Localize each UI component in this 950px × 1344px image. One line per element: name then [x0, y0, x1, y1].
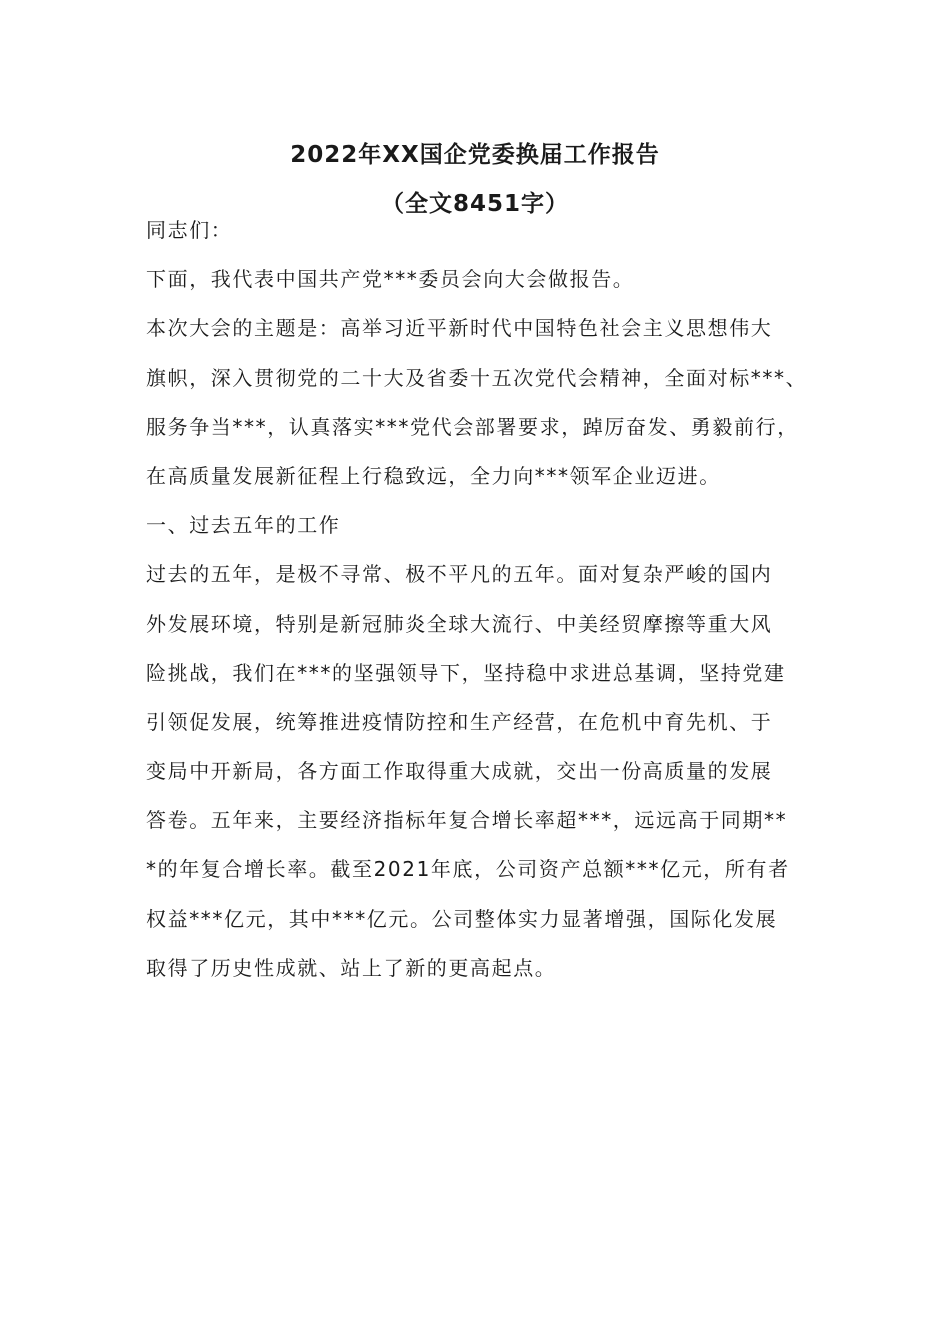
paragraph-line: 过去的五年，是极不寻常、极不平凡的五年。面对复杂严峻的国内 [146, 562, 773, 587]
salutation-line: 同志们： [146, 218, 233, 242]
paragraph-line: 服务争当***，认真落实***党代会部署要求，踔厉奋发、勇毅前行， [146, 414, 799, 439]
paragraph-line: *的年复合增长率。截至2021年底，公司资产总额***亿元，所有者 [146, 857, 790, 882]
document-subtitle: （全文8451字） [380, 191, 569, 217]
paragraph-line: 本次大会的主题是：高举习近平新时代中国特色社会主义思想伟大 [146, 316, 773, 341]
paragraph-line: 取得了历史性成就、站上了新的更高起点。 [146, 955, 557, 980]
paragraph-line: 引领促发展，统筹推进疫情防控和生产经营，在危机中育先机、于 [146, 709, 773, 734]
paragraph-line: 下面，我代表中国共产党***委员会向大会做报告。 [146, 267, 635, 292]
paragraph-line: 险挑战，我们在***的坚强领导下，坚持稳中求进总基调，坚持党建 [146, 660, 786, 685]
paragraph-line: 外发展环境，特别是新冠肺炎全球大流行、中美经贸摩擦等重大风 [146, 611, 773, 636]
paragraph-line: 旗帜，深入贯彻党的二十大及省委十五次党代会精神，全面对标***、 [146, 365, 808, 390]
document-title: 2022年XX国企党委换届工作报告 [290, 142, 660, 168]
document-body [146, 206, 836, 993]
paragraph-line: 权益***亿元，其中***亿元。公司整体实力显著增强，国际化发展 [146, 906, 778, 931]
paragraph-line: 变局中开新局，各方面工作取得重大成就，交出一份高质量的发展 [146, 759, 773, 784]
paragraph-line: 在高质量发展新征程上行稳致远，全力向***领军企业迈进。 [146, 463, 721, 488]
section-heading: 一、过去五年的工作 [146, 513, 341, 538]
paragraph-line: 答卷。五年来，主要经济指标年复合增长率超***，远远高于同期** [146, 808, 788, 833]
